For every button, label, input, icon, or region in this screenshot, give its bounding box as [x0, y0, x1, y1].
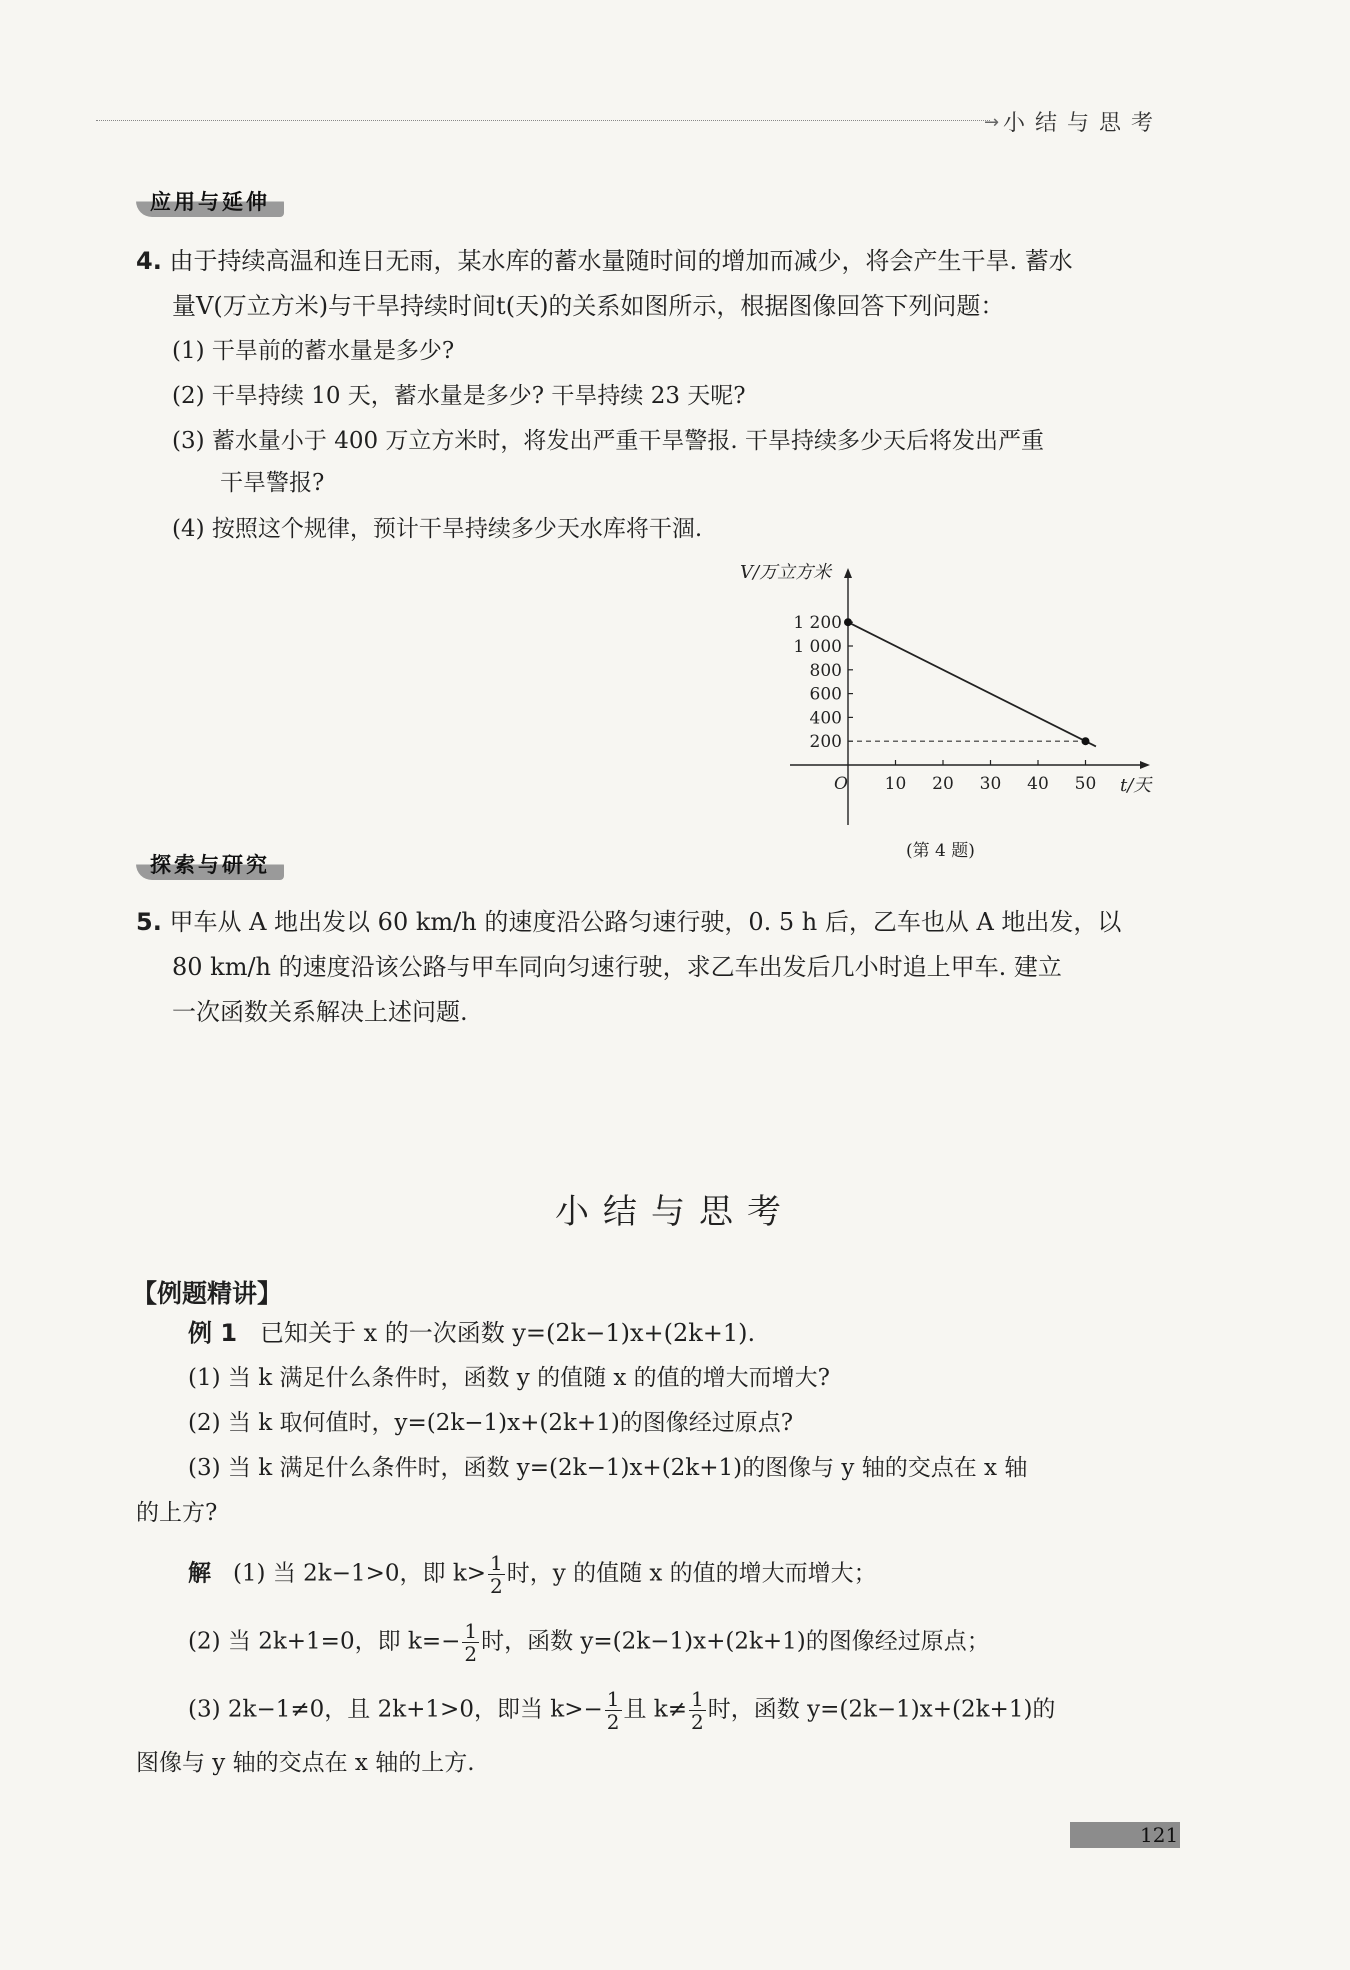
example-1-text: 已知关于 x 的一次函数 y=(2k−1)x+(2k+1). [259, 1319, 756, 1347]
y-axis-arrow-icon [844, 568, 852, 578]
solution-label: 解 [188, 1560, 211, 1587]
example-1-q2: (2) 当 k 取何值时，y=(2k−1)x+(2k+1)的图像经过原点? [188, 1410, 794, 1436]
fraction-one-half: $\frac{1}{2}$ [606, 1687, 620, 1734]
q4-sub4: (4) 按照这个规律，预计干旱持续多少天水库将干涸. [172, 516, 703, 542]
y-tick-label: 200 [809, 732, 842, 753]
q5-line2: 80 km/h 的速度沿该公路与甲车同向匀速行驶，求乙车出发后几小时追上甲车. 建立 [172, 953, 1062, 981]
running-header-title: 小结与思考 [1003, 111, 1164, 136]
solution-3-post: 时，函数 y=(2k−1)x+(2k+1)的 [707, 1696, 1056, 1723]
x-tick-label: 30 [979, 774, 1002, 794]
q4-sub3a: (3) 蓄水量小于 400 万立方米时，将发出严重干旱警报. 干旱持续多少天后将发出严重 [172, 428, 1045, 454]
y-tick-label: 400 [809, 708, 842, 729]
solution-3-line2: 图像与 y 轴的交点在 x 轴的上方. [136, 1750, 475, 1776]
q4-text-1: 由于持续高温和连日无雨，某水库的蓄水量随时间的增加而减少，将会产生干旱. 蓄水 [169, 247, 1073, 275]
fraction-one-half: $\frac{1}{2}$ [464, 1619, 478, 1666]
example-1-statement [188, 1318, 755, 1348]
section-banner-application: 应用与延伸 [136, 187, 284, 217]
page-number: 121 [1140, 1823, 1179, 1847]
y-tick-label: 1 000 [793, 637, 842, 657]
solution-2-post: 时，函数 y=(2k−1)x+(2k+1)的图像经过原点； [481, 1628, 990, 1655]
fraction-one-half: $\frac{1}{2}$ [691, 1687, 704, 1734]
example-1-label: 例 1 [188, 1319, 238, 1347]
summary-section-title: 小结与思考 [555, 1192, 795, 1232]
solution-3-pre: (3) 2k−1≠0，且 2k+1>0，即当 k>− [188, 1696, 603, 1723]
y-tick-label: 800 [809, 660, 842, 681]
solution-3-mid: 且 k≠ [623, 1696, 688, 1723]
x-axis-label: t/天 [1120, 775, 1152, 796]
header-arrow-icon: → [984, 112, 1000, 133]
q4-sub3b: 干旱警报? [220, 470, 325, 496]
y-tick-label: 1 200 [793, 613, 842, 634]
x-tick-label: 10 [884, 774, 907, 794]
data-point [844, 618, 852, 626]
x-tick-label: 50 [1074, 774, 1097, 794]
solution-2 [188, 1620, 990, 1665]
fraction-one-half: $\frac{1}{2}$ [490, 1551, 503, 1598]
header-dotted-rule [96, 120, 990, 121]
example-heading: 【例题精讲】 [132, 1279, 283, 1308]
series-line [848, 622, 1086, 741]
origin-label: O [834, 774, 848, 794]
solution-3 [188, 1688, 1055, 1733]
solution-1-post: 时，y 的值随 x 的值的增大而增大； [506, 1560, 877, 1587]
q4-line2: 量V(万立方米)与干旱持续时间t(天)的关系如图所示，根据图像回答下列问题： [172, 292, 1005, 320]
q5-text-1: 甲车从 A 地出发以 60 km/h 的速度沿公路匀速行驶，0. 5 h 后，乙车也从 A 地出发，以 [169, 908, 1122, 936]
chart-labels [740, 562, 1153, 796]
y-tick-label: 600 [809, 684, 842, 705]
chart-marks [844, 618, 1096, 746]
example-1-q3b: 的上方? [136, 1500, 218, 1526]
q4-number: 4. [136, 247, 162, 275]
water-volume-chart [730, 560, 1170, 830]
example-1-q3a: (3) 当 k 满足什么条件时，函数 y=(2k−1)x+(2k+1)的图像与 y 轴的交点在 x 轴 [188, 1455, 1028, 1481]
q5-line3: 一次函数关系解决上述问题. [172, 998, 468, 1026]
x-tick-label: 20 [932, 774, 954, 794]
q4-sub1: (1) 干旱前的蓄水量是多少? [172, 338, 455, 364]
solution-2-pre: (2) 当 2k+1=0，即 k=− [188, 1628, 461, 1655]
figure-caption: (第 4 题) [906, 841, 975, 861]
q5-line1 [136, 907, 1121, 937]
example-1-q1: (1) 当 k 满足什么条件时，函数 y 的值随 x 的值的增大而增大? [188, 1365, 830, 1391]
x-tick-label: 40 [1027, 774, 1049, 794]
section-banner-exploration: 探索与研究 [136, 850, 284, 880]
x-axis-arrow-icon [1140, 761, 1150, 769]
data-point [1082, 737, 1090, 745]
q4-line1 [136, 246, 1073, 276]
solution-1 [188, 1552, 877, 1597]
solution-1-pre: (1) 当 2k−1>0，即 k> [232, 1560, 487, 1587]
y-axis-label: V/万立方米 [740, 562, 832, 583]
q5-number: 5. [136, 908, 162, 936]
q4-sub2: (2) 干旱持续 10 天，蓄水量是多少? 干旱持续 23 天呢? [172, 383, 746, 409]
